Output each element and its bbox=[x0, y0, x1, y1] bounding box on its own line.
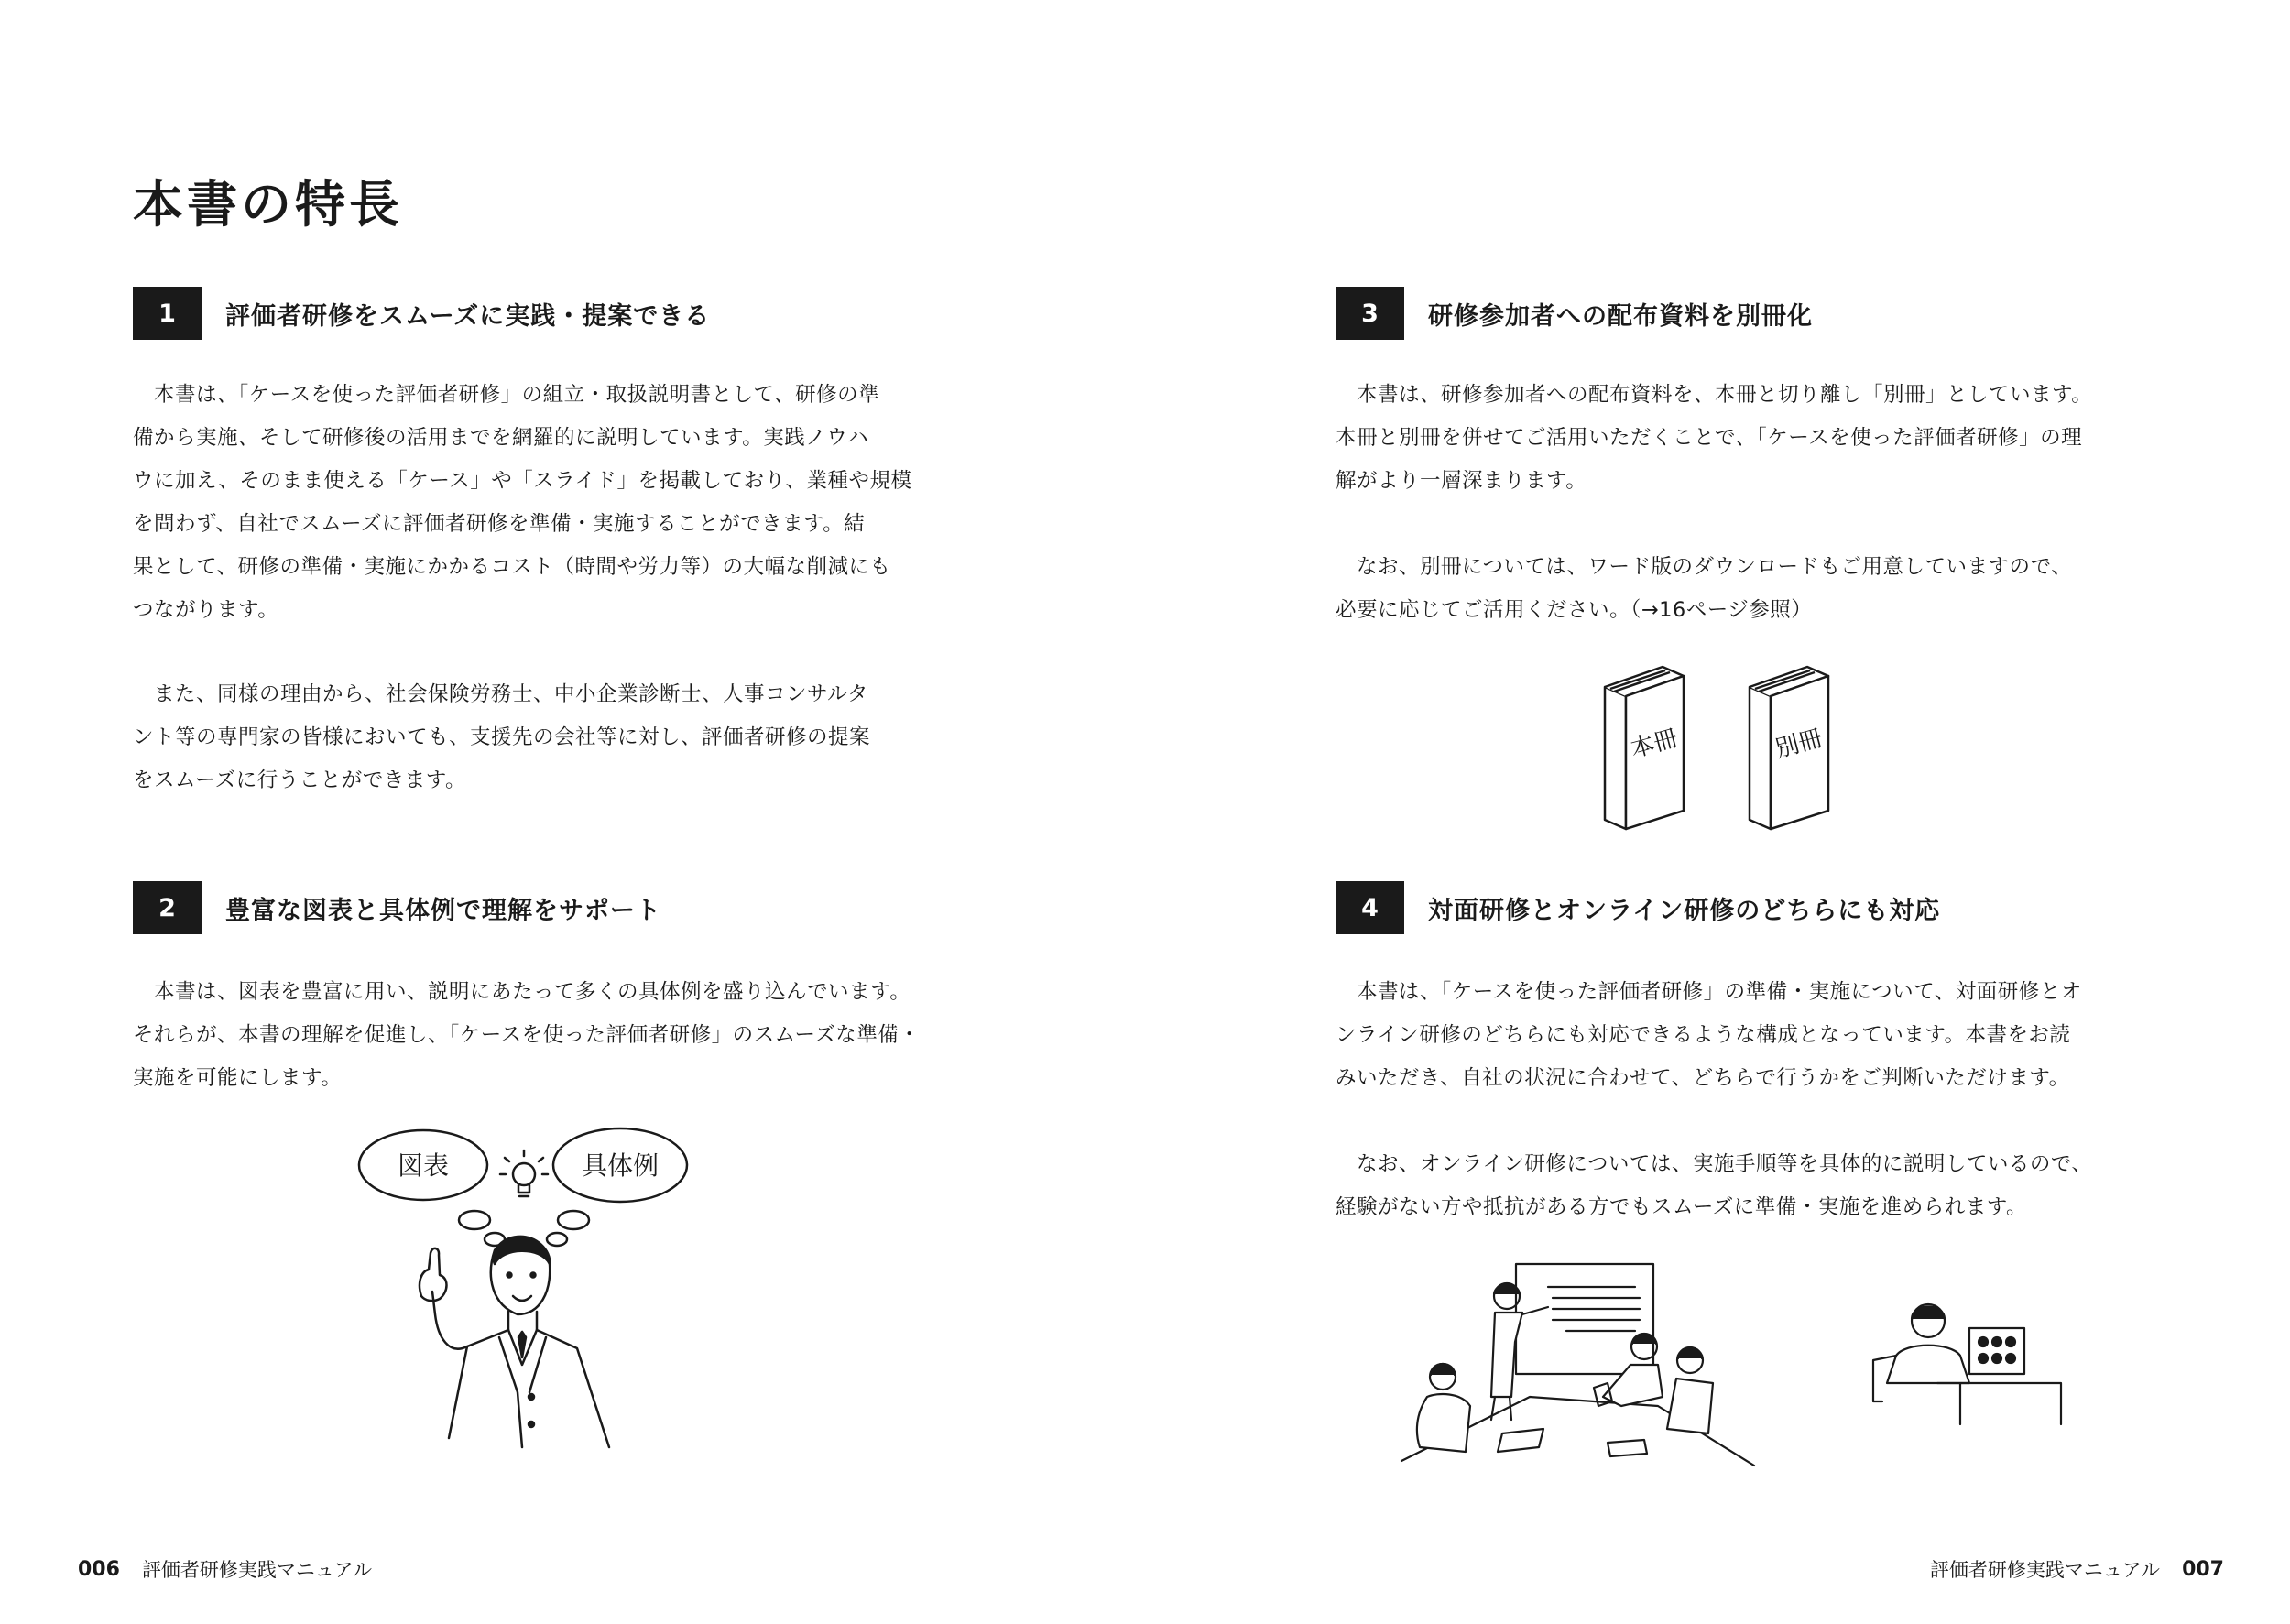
section-4-paragraph-2 bbox=[1336, 1143, 2178, 1229]
text-line: 経験がない方や抵抗がある方でもスムーズに準備・実施を進められます。 bbox=[1336, 1195, 2027, 1219]
section-2-paragraph-1 bbox=[133, 971, 976, 1100]
page-number-right: 007 bbox=[2182, 1557, 2224, 1581]
section-4-paragraph-1 bbox=[1336, 971, 2178, 1100]
text-line: なお、オンライン研修については、実施手順等を具体的に説明しているので、 bbox=[1336, 1152, 2093, 1176]
text-line: 備から実施、そして研修後の活用までを網羅的に説明しています。実践ノウハ bbox=[133, 426, 869, 450]
text-line: 本書は、「ケースを使った評価者研修」の組立・取扱説明書として、研修の準 bbox=[133, 383, 880, 407]
text-line: ント等の専門家の皆様においても、支援先の会社等に対し、評価者研修の提案 bbox=[133, 725, 871, 749]
text-line: 解がより一層深まります。 bbox=[1336, 469, 1587, 493]
section-title: 対面研修とオンライン研修のどちらにも対応 bbox=[1428, 896, 1941, 925]
section-number-badge: 3 bbox=[1336, 287, 1404, 340]
monitor-icon bbox=[1969, 1328, 2024, 1374]
lightbulb-icon bbox=[500, 1150, 548, 1196]
page-title: 本書の特長 bbox=[133, 175, 404, 234]
section-4-header bbox=[1336, 881, 1940, 934]
section-1-paragraph-2 bbox=[133, 673, 976, 802]
section-3-paragraph-1 bbox=[1336, 374, 2178, 503]
attendee-left-figure bbox=[1417, 1364, 1470, 1452]
section-title: 研修参加者への配布資料を別冊化 bbox=[1428, 301, 1813, 331]
text-line: なお、別冊については、ワード版のダウンロードもご用意していますので、 bbox=[1336, 555, 2073, 579]
book-main-icon bbox=[1605, 667, 1684, 829]
text-line: 果として、研修の準備・実施にかかるコスト（時間や労力等）の大幅な削減にも bbox=[133, 555, 891, 579]
text-line: 必要に応じてご活用ください。（→16ページ参照） bbox=[1336, 598, 1813, 622]
bubble-left-label: 図表 bbox=[397, 1150, 450, 1181]
footer-label-right: 評価者研修実践マニュアル bbox=[1929, 1559, 2161, 1581]
section-3-paragraph-2 bbox=[1336, 546, 2178, 632]
text-line: また、同様の理由から、社会保険労務士、中小企業診断士、人事コンサルタ bbox=[133, 682, 868, 706]
footer-right bbox=[1930, 1555, 2224, 1583]
section-title: 豊富な図表と具体例で理解をサポート bbox=[225, 896, 661, 925]
in-person-meeting-illustration bbox=[1392, 1259, 1759, 1470]
text-line: 本書は、「ケースを使った評価者研修」の準備・実施について、対面研修とオ bbox=[1336, 980, 2082, 1004]
text-line: ウに加え、そのまま使える「ケース」や「スライド」を掲載しており、業種や規模 bbox=[133, 469, 912, 493]
man-figure bbox=[420, 1237, 609, 1447]
section-1-paragraph-1 bbox=[133, 374, 976, 632]
section-number-badge: 4 bbox=[1336, 881, 1404, 934]
section-title: 評価者研修をスムーズに実践・提案できる bbox=[225, 301, 711, 331]
idea-man-illustration bbox=[348, 1117, 714, 1466]
section-2-header bbox=[133, 881, 661, 934]
book-supplement-icon bbox=[1750, 667, 1828, 829]
text-line: をスムーズに行うことができます。 bbox=[133, 768, 466, 792]
text-line: 本冊と別冊を併せてご活用いただくことで、「ケースを使った評価者研修」の理 bbox=[1336, 426, 2083, 450]
attendee-right-figure-2 bbox=[1667, 1347, 1713, 1433]
text-line: 本書は、研修参加者への配布資料を、本冊と切り離し「別冊」としています。 bbox=[1336, 383, 2093, 407]
desk bbox=[1937, 1383, 2061, 1424]
online-meeting-illustration bbox=[1869, 1292, 2079, 1429]
text-line: を問わず、自社でスムーズに評価者研修を準備・実施することができます。結 bbox=[133, 512, 866, 536]
section-1-header bbox=[133, 287, 710, 340]
section-number-badge: 2 bbox=[133, 881, 202, 934]
remote-user-figure bbox=[1887, 1304, 1969, 1383]
page-number-left: 006 bbox=[78, 1557, 120, 1581]
book-supplement-label: 別冊 bbox=[1772, 725, 1826, 764]
footer-left bbox=[78, 1555, 372, 1583]
section-number-badge: 1 bbox=[133, 287, 202, 340]
text-line: 実施を可能にします。 bbox=[133, 1066, 343, 1090]
text-line: みいただき、自社の状況に合わせて、どちらで行うかをご判断いただけます。 bbox=[1336, 1066, 2070, 1090]
section-3-header bbox=[1336, 287, 1813, 340]
books-illustration bbox=[1594, 659, 1869, 834]
footer-label-left: 評価者研修実践マニュアル bbox=[141, 1559, 373, 1581]
text-line: それらが、本書の理解を促進し、「ケースを使った評価者研修」のスムーズな準備・ bbox=[133, 1023, 921, 1047]
bubble-right-label: 具体例 bbox=[581, 1150, 660, 1181]
text-line: つながります。 bbox=[133, 598, 279, 622]
book-main-label: 本冊 bbox=[1627, 725, 1681, 764]
text-line: ンライン研修のどちらにも対応できるような構成となっています。本書をお読 bbox=[1336, 1023, 2071, 1047]
text-line: 本書は、図表を豊富に用い、説明にあたって多くの具体例を盛り込んでいます。 bbox=[133, 980, 911, 1004]
